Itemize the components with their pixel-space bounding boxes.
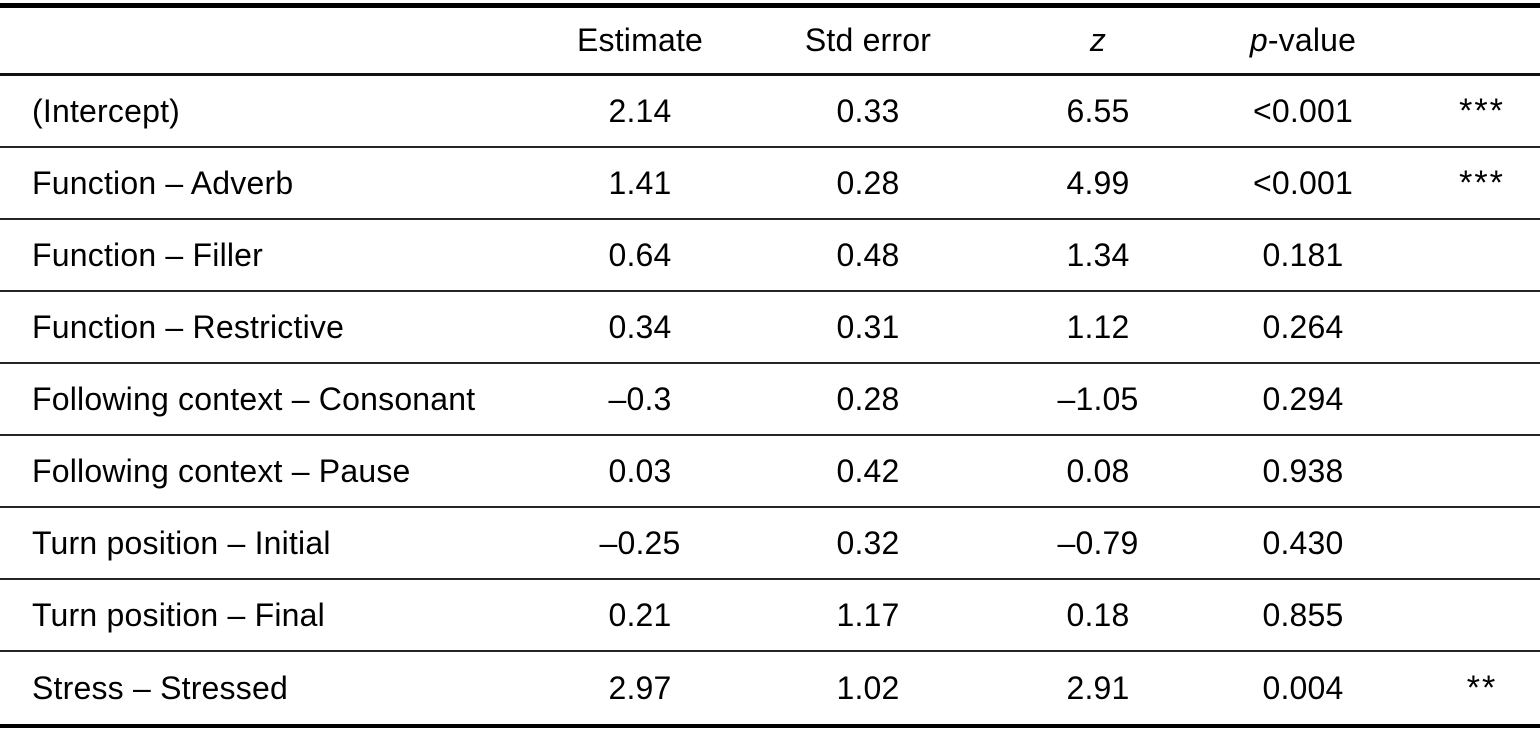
p-value-cell: 0.855 xyxy=(1262,596,1344,633)
header-z: z xyxy=(1089,22,1107,58)
header-estimate: Estimate xyxy=(576,22,704,58)
z-cell: 1.12 xyxy=(1066,308,1130,345)
estimate-cell: 2.97 xyxy=(608,669,672,706)
header-p-italic: p xyxy=(1249,22,1268,58)
table-body xyxy=(0,76,1540,724)
predictor-label-cell: Turn position – Final xyxy=(32,596,325,633)
p-value-cell: 0.181 xyxy=(1262,236,1344,273)
predictor-label-cell: (Intercept) xyxy=(32,92,181,129)
predictor-label-cell: Following context – Pause xyxy=(32,452,411,489)
std-error-cell: 0.48 xyxy=(836,236,900,273)
p-value-cell: 0.264 xyxy=(1262,308,1344,345)
table-row xyxy=(0,148,1540,220)
estimate-cell: 0.64 xyxy=(608,236,672,273)
z-cell: –1.05 xyxy=(1057,380,1139,417)
std-error-cell: 0.42 xyxy=(836,452,900,489)
std-error-cell: 0.31 xyxy=(836,308,900,345)
table-row xyxy=(0,436,1540,508)
std-error-cell: 0.33 xyxy=(836,92,900,129)
std-error-cell: 0.28 xyxy=(836,164,900,201)
p-value-cell: <0.001 xyxy=(1253,164,1353,201)
table-row xyxy=(0,580,1540,652)
significance-stars-cell: *** xyxy=(1459,91,1505,130)
predictor-label-cell: Function – Filler xyxy=(32,236,264,273)
p-value-cell: 0.938 xyxy=(1262,452,1344,489)
std-error-cell: 1.17 xyxy=(836,596,900,633)
header-p-value xyxy=(1228,22,1378,59)
predictor-label-cell: Function – Adverb xyxy=(32,164,294,201)
estimate-cell: 2.14 xyxy=(608,92,672,129)
estimate-cell: 0.03 xyxy=(608,452,672,489)
std-error-cell: 0.28 xyxy=(836,380,900,417)
significance-stars-cell: ** xyxy=(1466,668,1498,707)
z-cell: 0.08 xyxy=(1066,452,1130,489)
predictor-label-cell: Following context – Consonant xyxy=(32,380,476,417)
predictor-label-cell: Turn position – Initial xyxy=(32,524,331,561)
table-header-row xyxy=(0,8,1540,76)
regression-table xyxy=(0,3,1540,728)
significance-stars-cell: *** xyxy=(1459,163,1505,202)
estimate-cell: 1.41 xyxy=(608,164,672,201)
estimate-cell: 0.21 xyxy=(608,596,672,633)
p-value-cell: 0.294 xyxy=(1262,380,1344,417)
z-cell: –0.79 xyxy=(1057,524,1139,561)
predictor-label-cell: Stress – Stressed xyxy=(32,669,288,706)
z-cell: 4.99 xyxy=(1066,164,1130,201)
p-value-cell: 0.004 xyxy=(1262,669,1344,706)
table-row xyxy=(0,76,1540,148)
estimate-cell: 0.34 xyxy=(608,308,672,345)
std-error-cell: 0.32 xyxy=(836,524,900,561)
estimate-cell: –0.25 xyxy=(599,524,681,561)
table-row xyxy=(0,220,1540,292)
table-row xyxy=(0,364,1540,436)
header-std-error: Std error xyxy=(804,22,932,58)
z-cell: 0.18 xyxy=(1066,596,1130,633)
z-cell: 1.34 xyxy=(1066,236,1130,273)
header-p-rest: -value xyxy=(1267,22,1357,58)
estimate-cell: –0.3 xyxy=(608,380,672,417)
table-row xyxy=(0,652,1540,724)
z-cell: 6.55 xyxy=(1066,92,1130,129)
p-value-cell: 0.430 xyxy=(1262,524,1344,561)
table-row xyxy=(0,508,1540,580)
p-value-cell: <0.001 xyxy=(1253,92,1353,129)
predictor-label-cell: Function – Restrictive xyxy=(32,308,345,345)
table-row xyxy=(0,292,1540,364)
z-cell: 2.91 xyxy=(1066,669,1130,706)
std-error-cell: 1.02 xyxy=(836,669,900,706)
